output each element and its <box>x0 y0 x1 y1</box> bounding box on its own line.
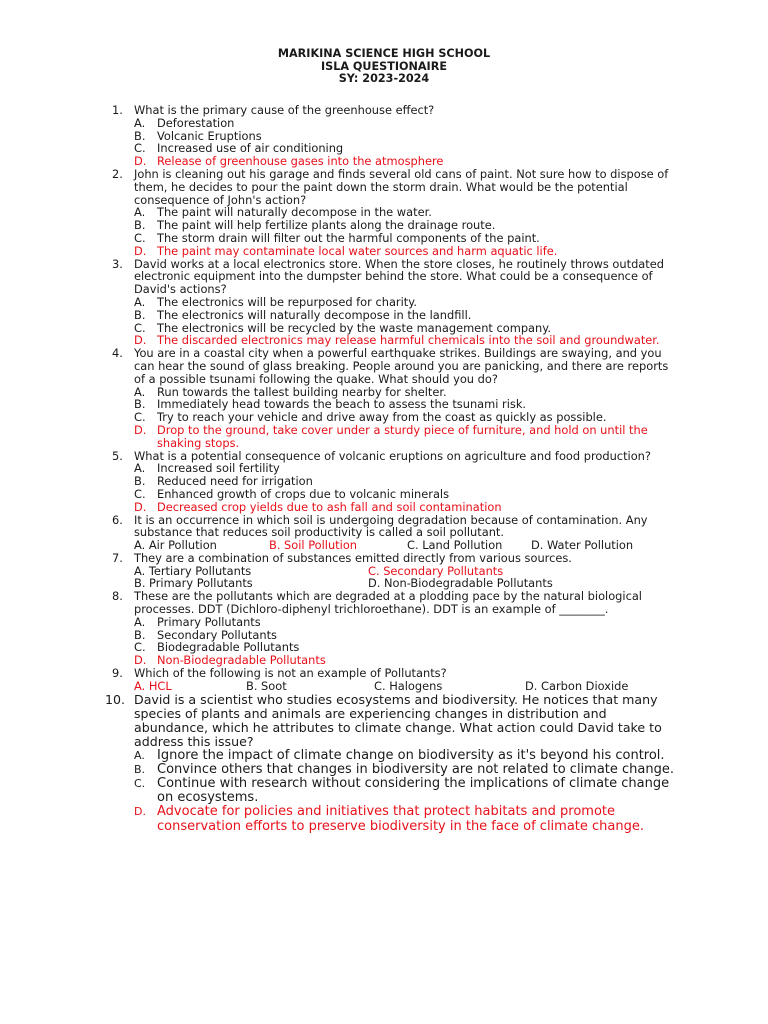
school-year: SY: 2023-2024 <box>338 72 430 86</box>
option-d-answer: D. Drop to the ground, take cover under a sturdy piece of furniture, and hold on until the shaking stops. <box>134 422 648 450</box>
option-b: B. The paint will help fertilize plants along the drainage route. <box>134 218 496 233</box>
question-text: David works at a local electronics store. When the store closes, he routinely throws outdated electronic equipment into the dumpster behind the store. What could be a consequence of David's actions? <box>134 256 664 297</box>
question-10 <box>105 691 682 834</box>
option-d-answer: D. Decreased crop yields due to ash fall and soil contamination <box>134 499 502 514</box>
question-number: 2. <box>112 166 123 181</box>
question-number: 4. <box>112 346 123 361</box>
options-row <box>134 680 682 693</box>
option-d: D. Non-Biodegradable Pollutants <box>368 576 553 591</box>
option-c: C. Halogens <box>374 678 443 693</box>
option-a: A. Tertiary Pollutants <box>134 563 252 578</box>
question-text: David is a scientist who studies ecosystems and biodiversity. He notices that many species of plants and animals are experiencing changes in distribution and abundance, which he attributes to climate change. What action could David take to address this issue? <box>134 691 662 749</box>
question-text: These are the pollutants which are degraded at a plodding pace by the natural biological processes. DDT (Dichloro-diphenyl trichloroethane). DDT is an example of ________. <box>134 589 642 617</box>
option-c: C. Land Pollution <box>407 538 503 553</box>
question-3 <box>112 258 682 348</box>
option-a-answer: A. HCL <box>134 678 172 693</box>
question-number: 8. <box>112 589 123 604</box>
option-a: A. The paint will naturally decompose in the water. <box>134 205 432 220</box>
question-text: What is the primary cause of the greenhouse effect? <box>134 103 435 117</box>
option-b: B. Immediately head towards the beach to assess the tsunami risk. <box>134 397 527 412</box>
option-d-answer: D. The discarded electronics may release harmful chemicals into the soil and groundwater. <box>134 333 660 348</box>
option-c-answer: C. Secondary Pollutants <box>368 563 504 578</box>
option-b: B. Soot <box>246 678 287 693</box>
option-b: B. Secondary Pollutants <box>134 627 277 642</box>
question-text: They are a combination of substances emitted directly from various sources. <box>134 550 572 565</box>
option-a: A. Air Pollution <box>134 538 217 553</box>
document-header <box>0 48 768 86</box>
option-c: C. Continue with research without considering the implications of climate change on ecosystems. <box>134 776 670 806</box>
option-a: A. The electronics will be repurposed for charity. <box>134 294 417 309</box>
option-d-answer: D. Release of greenhouse gases into the atmosphere <box>134 154 444 169</box>
option-b-answer: B. Soil Pollution <box>269 538 358 553</box>
question-text: Which of the following is not an example of Pollutants? <box>134 666 447 681</box>
option-d-answer: D. Non-Biodegradable Pollutants <box>134 653 326 668</box>
question-text: John is cleaning out his garage and finds several old cans of paint. Not sure how to dispose of them, he decides to pour the paint down the storm drain. What would be the potential consequence of John's action? <box>134 166 669 207</box>
options-row <box>134 539 682 552</box>
option-c: C. Enhanced growth of crops due to volcanic minerals <box>134 486 450 501</box>
option-b: B. Primary Pollutants <box>134 576 253 591</box>
option-a: A. Increased soil fertility <box>134 461 280 476</box>
question-number: 9. <box>112 666 123 681</box>
question-6 <box>112 514 682 552</box>
option-c: C. Try to reach your vehicle and drive away from the coast as quickly as possible. <box>134 410 607 425</box>
document-title: ISLA QUESTIONAIRE <box>321 59 447 73</box>
option-b: B. Convince others that changes in biodiversity are not related to climate change. <box>134 762 674 778</box>
option-c: C. The storm drain will filter out the harmful components of the paint. <box>134 230 540 245</box>
option-d-answer: D. Advocate for policies and initiatives that protect habitats and promote conservation efforts to preserve biodiversity in the face of climate change. <box>134 804 644 834</box>
option-b: B. The electronics will naturally decompose in the landfill. <box>134 307 472 322</box>
option-a: A. Deforestation <box>134 115 235 130</box>
question-number: 6. <box>112 512 123 527</box>
question-7 <box>112 552 682 590</box>
option-b: B. Reduced need for irrigation <box>134 474 313 489</box>
question-9 <box>112 667 682 693</box>
question-text: You are in a coastal city when a powerful earthquake strikes. Buildings are swaying, and you can hear the sound of glass breaking. People around you are panicking, and there are reports of a possible tsunami following the quake. What should you do? <box>134 346 669 386</box>
option-a: A. Ignore the impact of climate change on biodiversity as it's beyond his control. <box>134 748 665 764</box>
question-2 <box>112 168 682 258</box>
option-a: A. Primary Pollutants <box>134 614 261 629</box>
question-number: 10. <box>105 691 126 707</box>
option-d: D. Carbon Dioxide <box>525 678 629 693</box>
question-5 <box>112 450 682 514</box>
option-a: A. Run towards the tallest building nearby for shelter. <box>134 384 447 399</box>
option-d: D. Water Pollution <box>531 538 634 553</box>
question-8 <box>112 590 682 667</box>
question-text: It is an occurrence in which soil is undergoing degradation because of contamination. Any substance that reduces soil productivity is called a soil pollutant. <box>134 512 648 540</box>
option-c: C. Biodegradable Pollutants <box>134 640 300 655</box>
question-1 <box>112 104 682 168</box>
option-d-answer: D. The paint may contaminate local water sources and harm aquatic life. <box>134 243 558 258</box>
question-list <box>105 103 682 834</box>
question-number: 7. <box>112 550 123 565</box>
option-c: C. The electronics will be recycled by the waste management company. <box>134 320 551 335</box>
question-number: 3. <box>112 256 123 271</box>
question-number: 5. <box>112 448 123 463</box>
option-c: C. Increased use of air conditioning <box>134 141 344 156</box>
question-4 <box>112 347 682 449</box>
school-name: MARIKINA SCIENCE HIGH SCHOOL <box>277 47 491 60</box>
question-number: 1. <box>112 103 123 117</box>
option-b: B. Volcanic Eruptions <box>134 128 262 143</box>
question-text: What is a potential consequence of volcanic eruptions on agriculture and food production? <box>134 448 651 463</box>
